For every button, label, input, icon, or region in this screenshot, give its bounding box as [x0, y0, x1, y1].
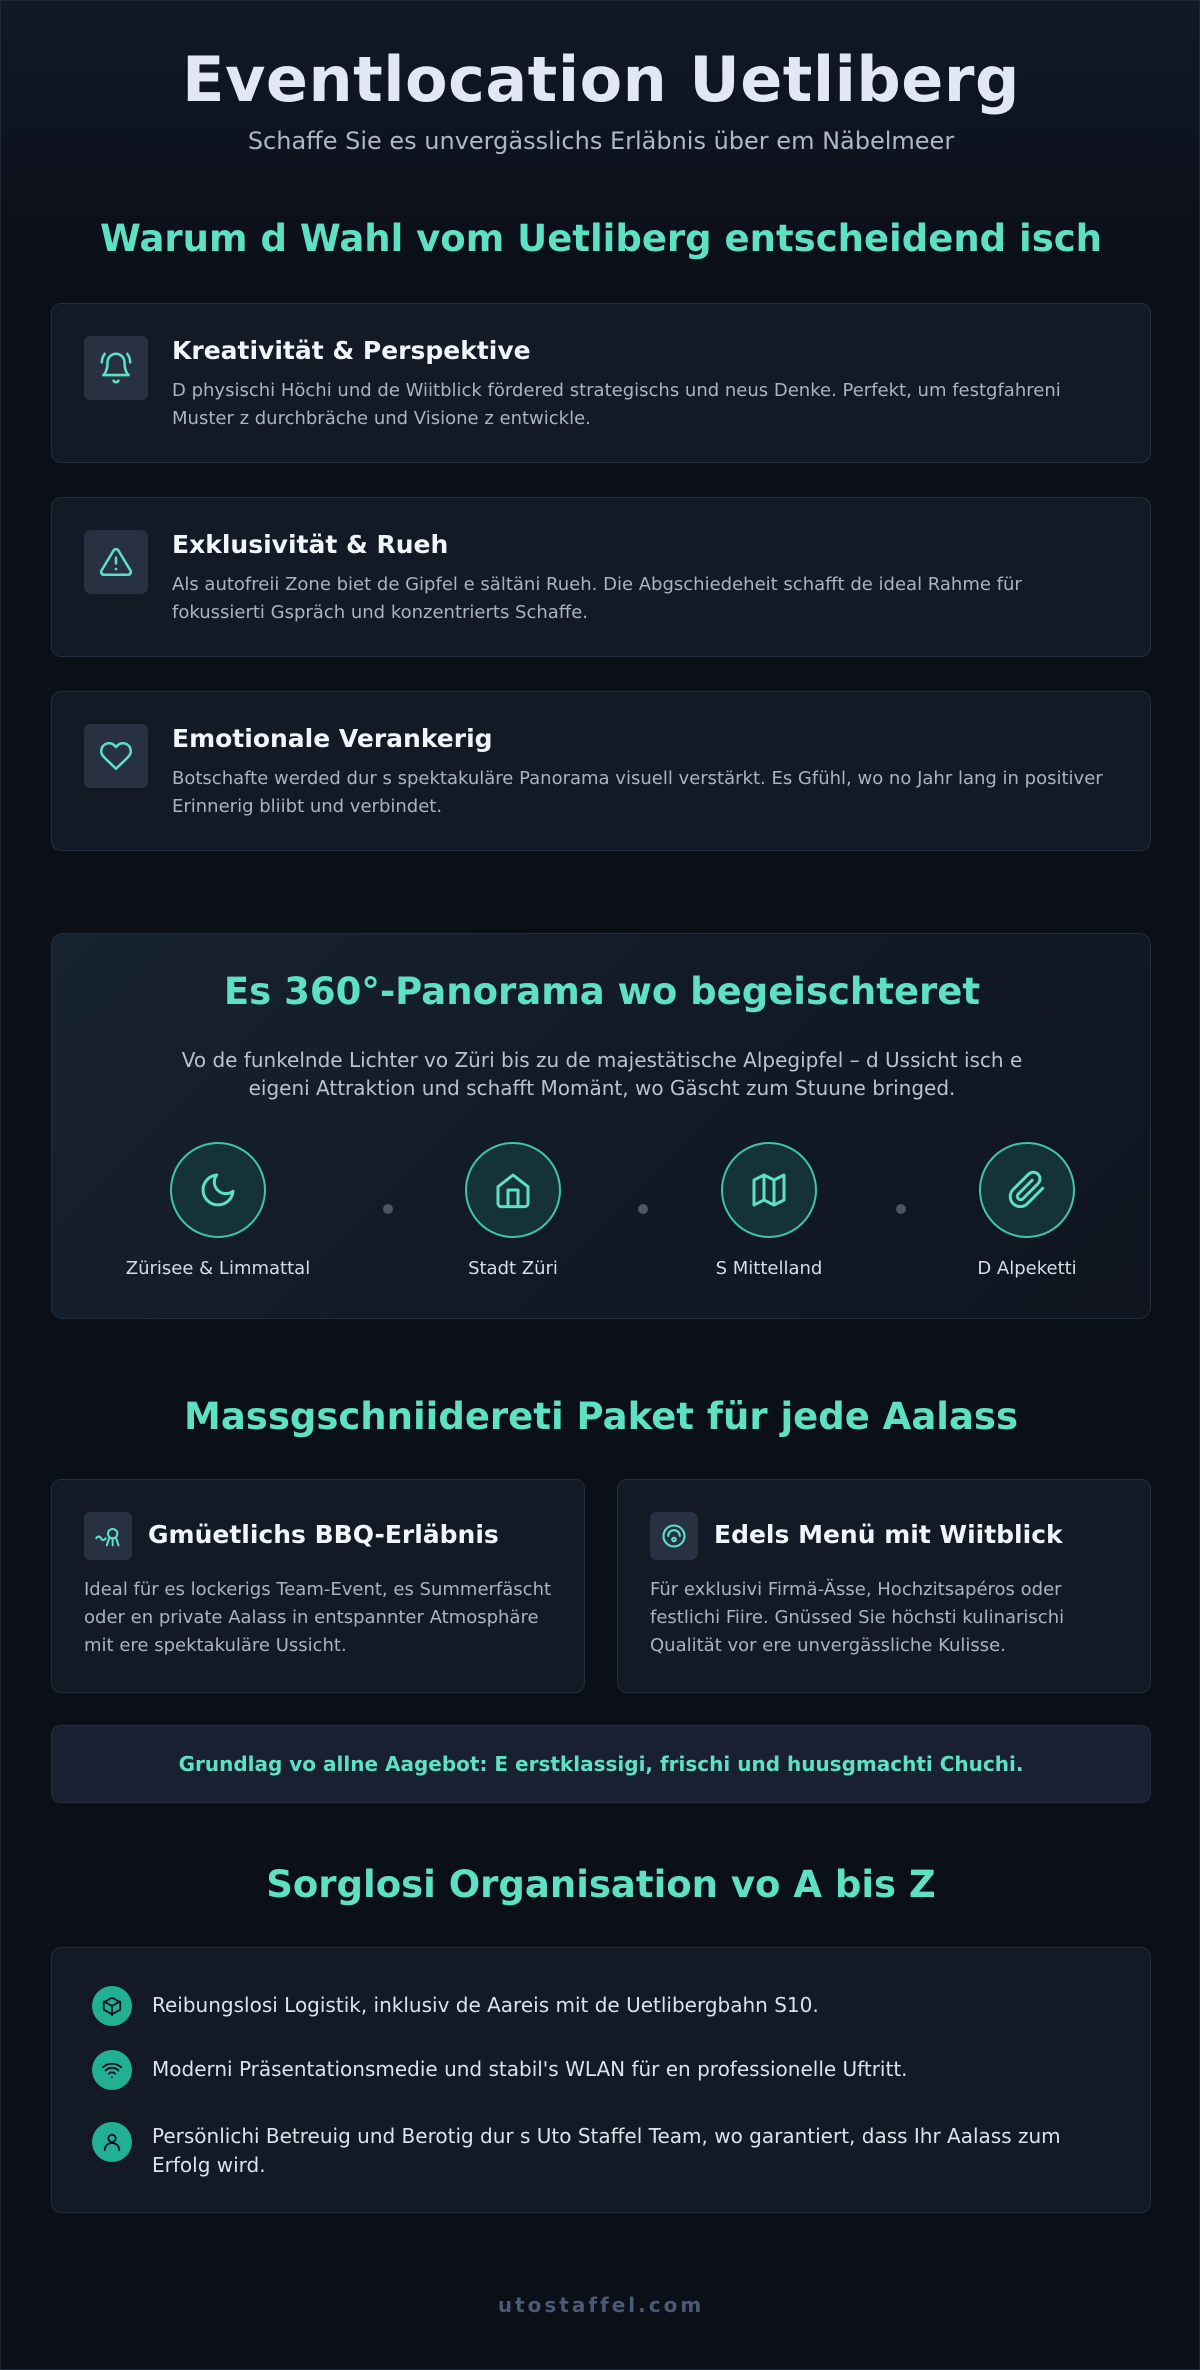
organisation-item	[92, 1986, 1112, 2026]
organisation-item	[92, 2122, 1112, 2180]
organisation-item	[92, 2050, 1112, 2090]
kitchen-banner: Grundlag vo allne Aagebot: E erstklassigi, frischi und huusgmachti Chuchi.	[51, 1725, 1151, 1803]
package-card-bbq	[51, 1479, 585, 1693]
bbq-icon	[84, 1512, 132, 1560]
page-subtitle: Schaffe Sie es unvergässlichs Erläbnis über em Näbelmeer	[247, 127, 955, 155]
organisation-text: Moderni Präsentationsmedie und stabil's WLAN für en professionelle Uftritt.	[152, 2057, 908, 2081]
separator-dot	[896, 1204, 906, 1214]
package-text: Für exklusivi Firmä-Ässe, Hochzitsapéros oder festlichi Fiire. Gnüssed Sie höchsti kulinarischi Qualität vor ere unvergässliche Kulisse.	[650, 1579, 1065, 1656]
organisation-heading: Sorglosi Organisation vo A bis Z	[266, 1863, 936, 1906]
separator-dot	[638, 1204, 648, 1214]
warning-triangle-icon	[84, 530, 148, 594]
why-heading: Warum d Wahl vom Uetliberg entscheidend isch	[99, 217, 1103, 260]
user-icon	[92, 2122, 132, 2162]
organisation-text: Persönlichi Betreuig und Berotig dur s Uto Staffel Team, wo garantiert, dass Ihr Aalass zum Erfolg wird.	[152, 2124, 1061, 2177]
feature-text: D physischi Höchi und de Wiitblick fördered strategischs und neus Denke. Perfekt, um festgfahreni Muster z durchbräche und Visione z entwickle.	[172, 380, 1061, 429]
organisation-text: Reibungslosi Logistik, inklusiv de Aareis mit de Uetlibergbahn S10.	[152, 1993, 819, 2017]
panorama-text: Vo de funkelnde Lichter vo Züri bis zu de majestätische Alpegipfel – d Ussicht isch e eigeni Attraktion und schafft Momänt, wo Gäscht zum Stuune bringed.	[181, 1048, 1023, 1100]
feature-title: Emotionale Verankerig	[172, 724, 493, 753]
wifi-icon	[92, 2050, 132, 2090]
view-label: Zürisee & Limmattal	[125, 1258, 311, 1279]
panorama-card	[51, 933, 1151, 1319]
view-item	[907, 1142, 1147, 1279]
dining-icon	[650, 1512, 698, 1560]
separator-dot	[383, 1204, 393, 1214]
feature-card-creativity	[51, 303, 1151, 463]
feature-card-exclusivity	[51, 497, 1151, 657]
package-title: Gmüetlichs BBQ-Erläbnis	[148, 1520, 499, 1549]
feature-text: Als autofreii Zone biet de Gipfel e sältäni Rueh. Die Abgschiedeheit schafft de ideal Rahme für fokussierti Gspräch und konzentrierts Schaffe.	[172, 574, 1022, 623]
feature-title: Exklusivität & Rueh	[172, 530, 449, 559]
feature-card-emotion	[51, 691, 1151, 851]
page-title: Eventlocation Uetliberg	[182, 43, 1020, 116]
footer-link[interactable]: utostaffel.com	[497, 2293, 705, 2317]
heart-icon	[84, 724, 148, 788]
package-text: Ideal für es lockerigs Team-Event, es Summerfäscht oder en private Aalass in entspannter Atmosphäre mit ere spektakuläre Ussicht.	[84, 1579, 552, 1656]
box-icon	[92, 1986, 132, 2026]
moon-icon	[170, 1142, 266, 1238]
view-label: S Mittelland	[715, 1258, 823, 1279]
package-card-menu	[617, 1479, 1151, 1693]
view-label: Stadt Züri	[468, 1258, 558, 1279]
paperclip-icon	[979, 1142, 1075, 1238]
feature-title: Kreativität & Perspektive	[172, 336, 531, 365]
panorama-heading: Es 360°-Panorama wo begeischteret	[223, 970, 981, 1013]
package-title: Edels Menü mit Wiitblick	[714, 1520, 1063, 1549]
view-item	[649, 1142, 889, 1279]
organisation-card	[51, 1947, 1151, 2213]
view-label: D Alpeketti	[977, 1258, 1077, 1279]
feature-text: Botschafte werded dur s spektakuläre Panorama visuell verstärkt. Es Gfühl, wo no Jahr lang in positiver Erinnerig bliibt und verbindet.	[172, 768, 1103, 817]
bell-icon	[84, 336, 148, 400]
home-icon	[465, 1142, 561, 1238]
view-item	[98, 1142, 338, 1279]
packages-heading: Massgschniidereti Paket für jede Aalass	[184, 1395, 1018, 1438]
map-icon	[721, 1142, 817, 1238]
view-item	[393, 1142, 633, 1279]
